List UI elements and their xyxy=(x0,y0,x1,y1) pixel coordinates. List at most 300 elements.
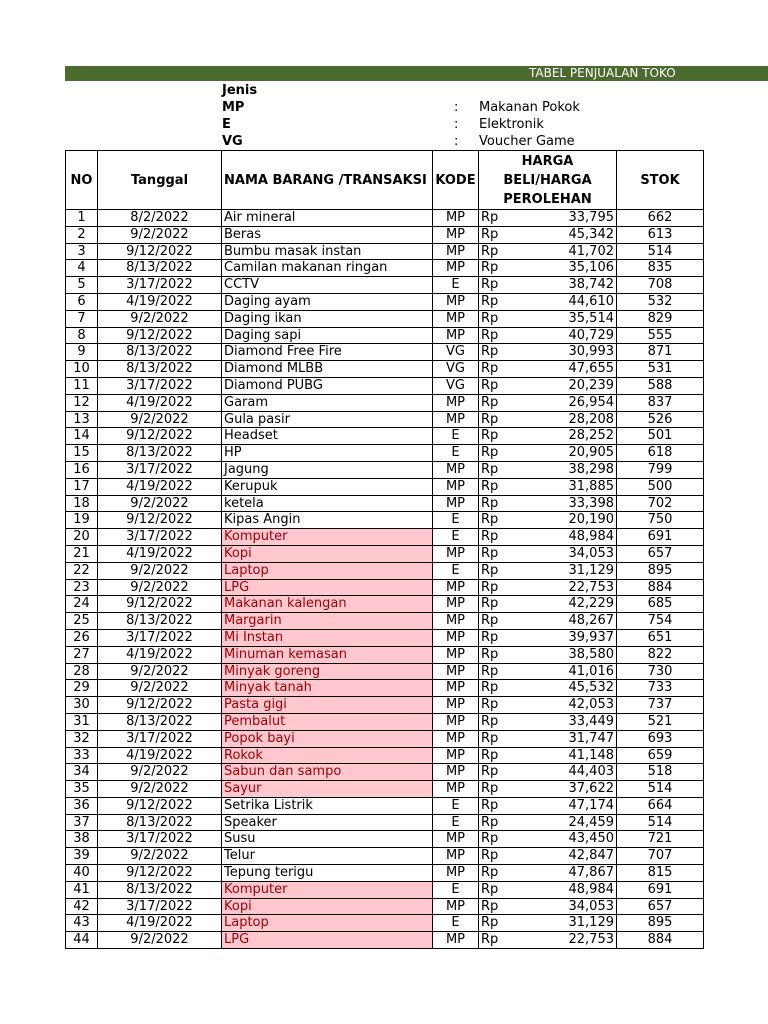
cell-currency[interactable]: Rp xyxy=(479,293,509,310)
cell-no[interactable]: 32 xyxy=(66,730,98,747)
cell-stok[interactable]: 721 xyxy=(617,831,704,848)
cell-date[interactable]: 9/12/2022 xyxy=(98,596,222,613)
cell-currency[interactable]: Rp xyxy=(479,831,509,848)
cell-date[interactable]: 9/12/2022 xyxy=(98,512,222,529)
cell-date[interactable]: 9/12/2022 xyxy=(98,797,222,814)
cell-no[interactable]: 41 xyxy=(66,881,98,898)
cell-no[interactable]: 21 xyxy=(66,545,98,562)
cell-kode[interactable]: MP xyxy=(433,394,479,411)
cell-harga[interactable]: 24,459 xyxy=(509,814,617,831)
cell-item-name[interactable]: Sayur xyxy=(222,781,433,798)
cell-currency[interactable]: Rp xyxy=(479,596,509,613)
cell-harga[interactable]: 33,449 xyxy=(509,713,617,730)
cell-date[interactable]: 4/19/2022 xyxy=(98,646,222,663)
cell-harga[interactable]: 20,905 xyxy=(509,445,617,462)
cell-date[interactable]: 3/17/2022 xyxy=(98,831,222,848)
cell-no[interactable]: 31 xyxy=(66,713,98,730)
cell-item-name[interactable]: Garam xyxy=(222,394,433,411)
cell-currency[interactable]: Rp xyxy=(479,579,509,596)
cell-currency[interactable]: Rp xyxy=(479,411,509,428)
cell-no[interactable]: 24 xyxy=(66,596,98,613)
cell-stok[interactable]: 613 xyxy=(617,226,704,243)
cell-harga[interactable]: 44,610 xyxy=(509,293,617,310)
cell-date[interactable]: 4/19/2022 xyxy=(98,747,222,764)
cell-date[interactable]: 8/13/2022 xyxy=(98,361,222,378)
cell-kode[interactable]: MP xyxy=(433,730,479,747)
cell-no[interactable]: 18 xyxy=(66,495,98,512)
cell-date[interactable]: 9/2/2022 xyxy=(98,495,222,512)
cell-item-name[interactable]: LPG xyxy=(222,932,433,949)
cell-item-name[interactable]: Laptop xyxy=(222,915,433,932)
cell-stok[interactable]: 895 xyxy=(617,915,704,932)
cell-no[interactable]: 39 xyxy=(66,848,98,865)
cell-currency[interactable]: Rp xyxy=(479,461,509,478)
cell-no[interactable]: 16 xyxy=(66,461,98,478)
cell-date[interactable]: 9/2/2022 xyxy=(98,781,222,798)
cell-harga[interactable]: 30,993 xyxy=(509,344,617,361)
cell-no[interactable]: 14 xyxy=(66,428,98,445)
cell-item-name[interactable]: Camilan makanan ringan xyxy=(222,260,433,277)
cell-stok[interactable]: 555 xyxy=(617,327,704,344)
cell-stok[interactable]: 693 xyxy=(617,730,704,747)
cell-item-name[interactable]: Headset xyxy=(222,428,433,445)
cell-item-name[interactable]: Kipas Angin xyxy=(222,512,433,529)
cell-item-name[interactable]: Daging sapi xyxy=(222,327,433,344)
cell-kode[interactable]: VG xyxy=(433,377,479,394)
cell-stok[interactable]: 514 xyxy=(617,814,704,831)
cell-currency[interactable]: Rp xyxy=(479,613,509,630)
cell-stok[interactable]: 532 xyxy=(617,293,704,310)
cell-stok[interactable]: 815 xyxy=(617,865,704,882)
cell-date[interactable]: 8/13/2022 xyxy=(98,713,222,730)
cell-stok[interactable]: 799 xyxy=(617,461,704,478)
cell-no[interactable]: 5 xyxy=(66,277,98,294)
cell-harga[interactable]: 34,053 xyxy=(509,898,617,915)
cell-currency[interactable]: Rp xyxy=(479,814,509,831)
cell-kode[interactable]: MP xyxy=(433,680,479,697)
header-harga[interactable]: HARGA BELI/HARGA PEROLEHAN xyxy=(479,151,617,210)
cell-harga[interactable]: 28,208 xyxy=(509,411,617,428)
cell-harga[interactable]: 31,885 xyxy=(509,478,617,495)
cell-currency[interactable]: Rp xyxy=(479,377,509,394)
cell-item-name[interactable]: Air mineral xyxy=(222,210,433,227)
cell-kode[interactable]: MP xyxy=(433,831,479,848)
cell-currency[interactable]: Rp xyxy=(479,545,509,562)
cell-kode[interactable]: MP xyxy=(433,495,479,512)
cell-kode[interactable]: MP xyxy=(433,629,479,646)
cell-currency[interactable]: Rp xyxy=(479,428,509,445)
cell-kode[interactable]: MP xyxy=(433,747,479,764)
cell-harga[interactable]: 48,984 xyxy=(509,881,617,898)
cell-currency[interactable]: Rp xyxy=(479,629,509,646)
cell-currency[interactable]: Rp xyxy=(479,646,509,663)
cell-no[interactable]: 28 xyxy=(66,663,98,680)
cell-stok[interactable]: 822 xyxy=(617,646,704,663)
cell-kode[interactable]: MP xyxy=(433,478,479,495)
cell-item-name[interactable]: Daging ikan xyxy=(222,310,433,327)
cell-harga[interactable]: 20,239 xyxy=(509,377,617,394)
cell-item-name[interactable]: Daging ayam xyxy=(222,293,433,310)
cell-stok[interactable]: 662 xyxy=(617,210,704,227)
cell-date[interactable]: 9/2/2022 xyxy=(98,848,222,865)
cell-no[interactable]: 13 xyxy=(66,411,98,428)
cell-no[interactable]: 1 xyxy=(66,210,98,227)
cell-kode[interactable]: MP xyxy=(433,243,479,260)
cell-harga[interactable]: 34,053 xyxy=(509,545,617,562)
cell-item-name[interactable]: Pembalut xyxy=(222,713,433,730)
cell-item-name[interactable]: Mi Instan xyxy=(222,629,433,646)
cell-date[interactable]: 9/2/2022 xyxy=(98,226,222,243)
cell-harga[interactable]: 41,016 xyxy=(509,663,617,680)
cell-date[interactable]: 4/19/2022 xyxy=(98,293,222,310)
cell-kode[interactable]: MP xyxy=(433,226,479,243)
cell-harga[interactable]: 40,729 xyxy=(509,327,617,344)
cell-item-name[interactable]: Makanan kalengan xyxy=(222,596,433,613)
cell-currency[interactable]: Rp xyxy=(479,797,509,814)
cell-harga[interactable]: 45,532 xyxy=(509,680,617,697)
cell-kode[interactable]: MP xyxy=(433,327,479,344)
header-stok[interactable]: STOK xyxy=(617,151,704,210)
cell-no[interactable]: 35 xyxy=(66,781,98,798)
cell-harga[interactable]: 31,129 xyxy=(509,562,617,579)
cell-date[interactable]: 8/2/2022 xyxy=(98,210,222,227)
cell-stok[interactable]: 871 xyxy=(617,344,704,361)
cell-stok[interactable]: 651 xyxy=(617,629,704,646)
cell-currency[interactable]: Rp xyxy=(479,932,509,949)
cell-harga[interactable]: 47,655 xyxy=(509,361,617,378)
cell-kode[interactable]: MP xyxy=(433,210,479,227)
cell-harga[interactable]: 42,229 xyxy=(509,596,617,613)
cell-stok[interactable]: 691 xyxy=(617,881,704,898)
header-nama-barang[interactable]: NAMA BARANG /TRANSAKSI xyxy=(222,151,433,210)
cell-stok[interactable]: 707 xyxy=(617,848,704,865)
cell-kode[interactable]: VG xyxy=(433,344,479,361)
cell-no[interactable]: 36 xyxy=(66,797,98,814)
cell-kode[interactable]: MP xyxy=(433,260,479,277)
cell-currency[interactable]: Rp xyxy=(479,260,509,277)
cell-harga[interactable]: 38,580 xyxy=(509,646,617,663)
cell-no[interactable]: 26 xyxy=(66,629,98,646)
cell-kode[interactable]: MP xyxy=(433,293,479,310)
cell-stok[interactable]: 521 xyxy=(617,713,704,730)
cell-stok[interactable]: 884 xyxy=(617,579,704,596)
cell-item-name[interactable]: Gula pasir xyxy=(222,411,433,428)
cell-kode[interactable]: E xyxy=(433,814,479,831)
cell-stok[interactable]: 837 xyxy=(617,394,704,411)
cell-item-name[interactable]: LPG xyxy=(222,579,433,596)
cell-item-name[interactable]: Jagung xyxy=(222,461,433,478)
cell-date[interactable]: 9/2/2022 xyxy=(98,411,222,428)
cell-no[interactable]: 37 xyxy=(66,814,98,831)
cell-stok[interactable]: 691 xyxy=(617,529,704,546)
cell-stok[interactable]: 659 xyxy=(617,747,704,764)
cell-harga[interactable]: 41,702 xyxy=(509,243,617,260)
cell-harga[interactable]: 37,622 xyxy=(509,781,617,798)
cell-no[interactable]: 33 xyxy=(66,747,98,764)
cell-no[interactable]: 27 xyxy=(66,646,98,663)
cell-no[interactable]: 23 xyxy=(66,579,98,596)
cell-date[interactable]: 3/17/2022 xyxy=(98,629,222,646)
cell-no[interactable]: 38 xyxy=(66,831,98,848)
cell-date[interactable]: 8/13/2022 xyxy=(98,613,222,630)
cell-date[interactable]: 8/13/2022 xyxy=(98,260,222,277)
cell-currency[interactable]: Rp xyxy=(479,781,509,798)
cell-currency[interactable]: Rp xyxy=(479,327,509,344)
cell-kode[interactable]: MP xyxy=(433,411,479,428)
cell-date[interactable]: 9/12/2022 xyxy=(98,243,222,260)
cell-item-name[interactable]: Rokok xyxy=(222,747,433,764)
cell-harga[interactable]: 42,053 xyxy=(509,697,617,714)
cell-no[interactable]: 2 xyxy=(66,226,98,243)
cell-item-name[interactable]: Margarin xyxy=(222,613,433,630)
cell-no[interactable]: 44 xyxy=(66,932,98,949)
cell-stok[interactable]: 754 xyxy=(617,613,704,630)
cell-stok[interactable]: 664 xyxy=(617,797,704,814)
cell-date[interactable]: 9/2/2022 xyxy=(98,663,222,680)
cell-item-name[interactable]: Pasta gigi xyxy=(222,697,433,714)
cell-kode[interactable]: E xyxy=(433,915,479,932)
cell-harga[interactable]: 48,267 xyxy=(509,613,617,630)
cell-item-name[interactable]: Telur xyxy=(222,848,433,865)
cell-currency[interactable]: Rp xyxy=(479,529,509,546)
cell-no[interactable]: 3 xyxy=(66,243,98,260)
cell-kode[interactable]: MP xyxy=(433,461,479,478)
cell-harga[interactable]: 26,954 xyxy=(509,394,617,411)
cell-date[interactable]: 9/2/2022 xyxy=(98,310,222,327)
cell-harga[interactable]: 35,106 xyxy=(509,260,617,277)
cell-no[interactable]: 6 xyxy=(66,293,98,310)
cell-item-name[interactable]: Susu xyxy=(222,831,433,848)
cell-stok[interactable]: 737 xyxy=(617,697,704,714)
cell-date[interactable]: 3/17/2022 xyxy=(98,277,222,294)
cell-item-name[interactable]: Laptop xyxy=(222,562,433,579)
cell-stok[interactable]: 829 xyxy=(617,310,704,327)
cell-date[interactable]: 3/17/2022 xyxy=(98,377,222,394)
cell-harga[interactable]: 35,514 xyxy=(509,310,617,327)
cell-no[interactable]: 10 xyxy=(66,361,98,378)
cell-no[interactable]: 4 xyxy=(66,260,98,277)
cell-item-name[interactable]: Popok bayi xyxy=(222,730,433,747)
cell-harga[interactable]: 22,753 xyxy=(509,579,617,596)
cell-kode[interactable]: E xyxy=(433,797,479,814)
cell-currency[interactable]: Rp xyxy=(479,495,509,512)
cell-currency[interactable]: Rp xyxy=(479,680,509,697)
cell-currency[interactable]: Rp xyxy=(479,898,509,915)
cell-harga[interactable]: 31,747 xyxy=(509,730,617,747)
cell-currency[interactable]: Rp xyxy=(479,730,509,747)
cell-harga[interactable]: 33,398 xyxy=(509,495,617,512)
cell-stok[interactable]: 884 xyxy=(617,932,704,949)
cell-date[interactable]: 4/19/2022 xyxy=(98,915,222,932)
cell-currency[interactable]: Rp xyxy=(479,663,509,680)
cell-no[interactable]: 9 xyxy=(66,344,98,361)
cell-item-name[interactable]: ketela xyxy=(222,495,433,512)
cell-item-name[interactable]: CCTV xyxy=(222,277,433,294)
cell-stok[interactable]: 835 xyxy=(617,260,704,277)
cell-item-name[interactable]: Bumbu masak instan xyxy=(222,243,433,260)
cell-date[interactable]: 9/12/2022 xyxy=(98,428,222,445)
cell-currency[interactable]: Rp xyxy=(479,361,509,378)
cell-date[interactable]: 9/2/2022 xyxy=(98,932,222,949)
cell-item-name[interactable]: Speaker xyxy=(222,814,433,831)
cell-date[interactable]: 9/12/2022 xyxy=(98,865,222,882)
cell-date[interactable]: 9/2/2022 xyxy=(98,579,222,596)
cell-no[interactable]: 12 xyxy=(66,394,98,411)
cell-kode[interactable]: E xyxy=(433,512,479,529)
cell-date[interactable]: 8/13/2022 xyxy=(98,881,222,898)
cell-harga[interactable]: 20,190 xyxy=(509,512,617,529)
cell-kode[interactable]: MP xyxy=(433,613,479,630)
cell-kode[interactable]: MP xyxy=(433,781,479,798)
cell-kode[interactable]: MP xyxy=(433,646,479,663)
cell-item-name[interactable]: Kopi xyxy=(222,898,433,915)
cell-kode[interactable]: MP xyxy=(433,697,479,714)
cell-kode[interactable]: MP xyxy=(433,663,479,680)
cell-item-name[interactable]: Minyak goreng xyxy=(222,663,433,680)
cell-date[interactable]: 4/19/2022 xyxy=(98,545,222,562)
header-tanggal[interactable]: Tanggal xyxy=(98,151,222,210)
cell-harga[interactable]: 31,129 xyxy=(509,915,617,932)
cell-kode[interactable]: MP xyxy=(433,764,479,781)
cell-no[interactable]: 8 xyxy=(66,327,98,344)
cell-date[interactable]: 9/2/2022 xyxy=(98,562,222,579)
cell-stok[interactable]: 702 xyxy=(617,495,704,512)
cell-currency[interactable]: Rp xyxy=(479,394,509,411)
cell-harga[interactable]: 33,795 xyxy=(509,210,617,227)
cell-currency[interactable]: Rp xyxy=(479,310,509,327)
cell-stok[interactable]: 500 xyxy=(617,478,704,495)
cell-item-name[interactable]: Diamond MLBB xyxy=(222,361,433,378)
cell-date[interactable]: 4/19/2022 xyxy=(98,478,222,495)
cell-harga[interactable]: 48,984 xyxy=(509,529,617,546)
cell-date[interactable]: 4/19/2022 xyxy=(98,394,222,411)
cell-kode[interactable]: MP xyxy=(433,310,479,327)
cell-kode[interactable]: E xyxy=(433,881,479,898)
cell-item-name[interactable]: Beras xyxy=(222,226,433,243)
cell-stok[interactable]: 730 xyxy=(617,663,704,680)
cell-currency[interactable]: Rp xyxy=(479,210,509,227)
cell-item-name[interactable]: Tepung terigu xyxy=(222,865,433,882)
cell-item-name[interactable]: Diamond Free Fire xyxy=(222,344,433,361)
cell-harga[interactable]: 47,867 xyxy=(509,865,617,882)
cell-no[interactable]: 15 xyxy=(66,445,98,462)
cell-date[interactable]: 9/2/2022 xyxy=(98,680,222,697)
cell-kode[interactable]: VG xyxy=(433,361,479,378)
cell-currency[interactable]: Rp xyxy=(479,713,509,730)
cell-no[interactable]: 11 xyxy=(66,377,98,394)
cell-harga[interactable]: 42,847 xyxy=(509,848,617,865)
cell-stok[interactable]: 685 xyxy=(617,596,704,613)
cell-no[interactable]: 17 xyxy=(66,478,98,495)
cell-no[interactable]: 7 xyxy=(66,310,98,327)
cell-harga[interactable]: 38,298 xyxy=(509,461,617,478)
cell-harga[interactable]: 41,148 xyxy=(509,747,617,764)
cell-stok[interactable]: 518 xyxy=(617,764,704,781)
cell-no[interactable]: 22 xyxy=(66,562,98,579)
cell-currency[interactable]: Rp xyxy=(479,562,509,579)
cell-no[interactable]: 30 xyxy=(66,697,98,714)
cell-harga[interactable]: 39,937 xyxy=(509,629,617,646)
cell-kode[interactable]: E xyxy=(433,529,479,546)
cell-kode[interactable]: E xyxy=(433,445,479,462)
cell-harga[interactable]: 22,753 xyxy=(509,932,617,949)
cell-currency[interactable]: Rp xyxy=(479,848,509,865)
cell-stok[interactable]: 514 xyxy=(617,781,704,798)
header-no[interactable]: NO xyxy=(66,151,98,210)
cell-stok[interactable]: 657 xyxy=(617,898,704,915)
cell-kode[interactable]: E xyxy=(433,562,479,579)
cell-item-name[interactable]: Minyak tanah xyxy=(222,680,433,697)
cell-stok[interactable]: 526 xyxy=(617,411,704,428)
cell-harga[interactable]: 47,174 xyxy=(509,797,617,814)
cell-date[interactable]: 3/17/2022 xyxy=(98,529,222,546)
cell-harga[interactable]: 38,742 xyxy=(509,277,617,294)
cell-item-name[interactable]: Komputer xyxy=(222,881,433,898)
cell-kode[interactable]: MP xyxy=(433,898,479,915)
cell-date[interactable]: 3/17/2022 xyxy=(98,461,222,478)
cell-harga[interactable]: 28,252 xyxy=(509,428,617,445)
cell-date[interactable]: 9/12/2022 xyxy=(98,327,222,344)
cell-kode[interactable]: MP xyxy=(433,579,479,596)
cell-no[interactable]: 29 xyxy=(66,680,98,697)
cell-currency[interactable]: Rp xyxy=(479,344,509,361)
cell-item-name[interactable]: Komputer xyxy=(222,529,433,546)
cell-item-name[interactable]: Minuman kemasan xyxy=(222,646,433,663)
cell-date[interactable]: 3/17/2022 xyxy=(98,730,222,747)
cell-no[interactable]: 19 xyxy=(66,512,98,529)
cell-kode[interactable]: MP xyxy=(433,713,479,730)
cell-currency[interactable]: Rp xyxy=(479,881,509,898)
cell-no[interactable]: 42 xyxy=(66,898,98,915)
cell-currency[interactable]: Rp xyxy=(479,697,509,714)
cell-kode[interactable]: E xyxy=(433,277,479,294)
cell-stok[interactable]: 531 xyxy=(617,361,704,378)
cell-item-name[interactable]: Kopi xyxy=(222,545,433,562)
cell-currency[interactable]: Rp xyxy=(479,915,509,932)
cell-currency[interactable]: Rp xyxy=(479,478,509,495)
cell-harga[interactable]: 45,342 xyxy=(509,226,617,243)
cell-currency[interactable]: Rp xyxy=(479,445,509,462)
cell-item-name[interactable]: Setrika Listrik xyxy=(222,797,433,814)
cell-date[interactable]: 8/13/2022 xyxy=(98,344,222,361)
cell-date[interactable]: 3/17/2022 xyxy=(98,898,222,915)
cell-kode[interactable]: E xyxy=(433,428,479,445)
cell-date[interactable]: 9/12/2022 xyxy=(98,697,222,714)
cell-currency[interactable]: Rp xyxy=(479,747,509,764)
cell-kode[interactable]: MP xyxy=(433,545,479,562)
cell-stok[interactable]: 708 xyxy=(617,277,704,294)
cell-kode[interactable]: MP xyxy=(433,865,479,882)
cell-kode[interactable]: MP xyxy=(433,932,479,949)
cell-stok[interactable]: 514 xyxy=(617,243,704,260)
cell-item-name[interactable]: Sabun dan sampo xyxy=(222,764,433,781)
header-kode[interactable]: KODE xyxy=(433,151,479,210)
cell-kode[interactable]: MP xyxy=(433,848,479,865)
cell-stok[interactable]: 657 xyxy=(617,545,704,562)
cell-item-name[interactable]: Diamond PUBG xyxy=(222,377,433,394)
cell-stok[interactable]: 618 xyxy=(617,445,704,462)
cell-no[interactable]: 40 xyxy=(66,865,98,882)
cell-currency[interactable]: Rp xyxy=(479,243,509,260)
cell-harga[interactable]: 43,450 xyxy=(509,831,617,848)
cell-stok[interactable]: 501 xyxy=(617,428,704,445)
cell-currency[interactable]: Rp xyxy=(479,226,509,243)
cell-no[interactable]: 20 xyxy=(66,529,98,546)
cell-stok[interactable]: 733 xyxy=(617,680,704,697)
cell-date[interactable]: 9/2/2022 xyxy=(98,764,222,781)
cell-no[interactable]: 43 xyxy=(66,915,98,932)
cell-stok[interactable]: 895 xyxy=(617,562,704,579)
